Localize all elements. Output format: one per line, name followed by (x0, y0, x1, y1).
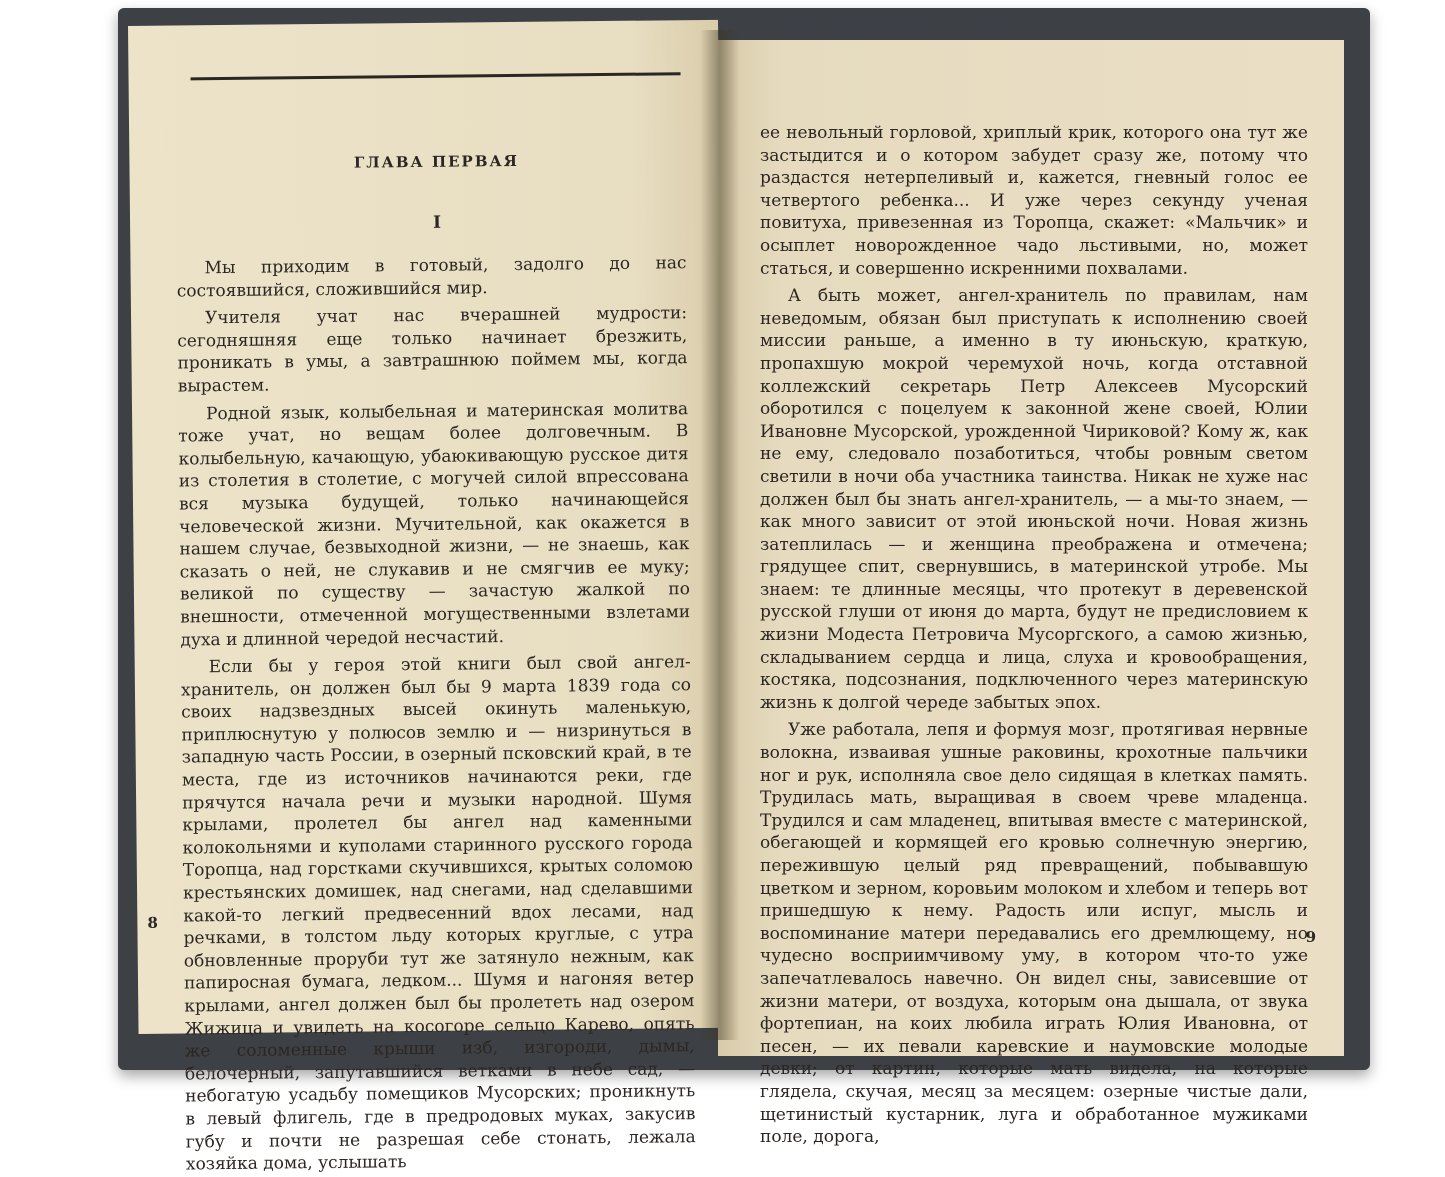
section-number: I (432, 212, 442, 233)
paragraph: ее невольный горловой, хриплый крик, которого она тут же застыдится и о котором забудет сразу же, потому что раздастся нетерпеливый и, кажется, гневный голос ее четвертого ребенка... И уже через секунду ученая повитуха, привезенная из Торопца, скажет: «Мальчик» и осыплет новорожденное чадо льстивыми, но, может статься, и совершенно искренними похвалами. (760, 123, 1308, 279)
page-number-left: 8 (147, 913, 158, 932)
chapter-rule (191, 72, 681, 80)
left-page (128, 20, 729, 1175)
right-page (718, 40, 1344, 1148)
paragraph: Учителя учат нас вчерашней мудрости: сегодняшняя еще только начинает брезжить, проникать в умы, а завтрашнюю поймем мы, когда вырастем. (177, 303, 688, 397)
left-page-text (176, 252, 696, 1176)
paragraph: А быть может, ангел-хранитель по правилам, нам неведомым, обязан был приступать к исполнению своей миссии раньше, а именно в ту июньскую, краткую, пропахшую мокрой черемухой ночь, когда отставной коллежский секретарь Петр Алексеев Мусорский оборотился с поцелуем к законной жене своей, Юлии Ивановне Мусорской, урожденной Чириковой? Кому ж, как не ему, следовало позаботиться, чтобы ровным светом светили в ночи оба участника таинства. Никак не хуже нас должен был бы знать ангел-хранитель, — а мы-то знаем, — как много зависит от этой июньской ночи. Новая жизнь затеплилась — и женщина преображена и отмечена; грядущее спит, свернувшись, в материнской утробе. Мы знаем: те длинные месяцы, что протекут в деревенской русской глуши от июня до марта, будут не предисловием к жизни Модеста Петровича Мусоргского, а самою жизнью, складыванием сердца и лица, слуха и кровообращения, костяка, подсознания, подключенного через материнскую жизнь к долгой череде забытых эпох. (760, 286, 1308, 713)
paragraph: Родной язык, колыбельная и материнская молитва тоже учат, но вещам более долговечным. В колыбельную, качающую, убаюкивающую русское дитя из столетия в столетие, с могучей силой впрессована вся музыка будущей, только начинающейся человеческой жизни. Мучительной, как окажется в нашем случае, безвыходной жизни, — не знаешь, как сказать о ней, не слукавив и не смягчив ее муку; великой по существу — зачастую жалкой по внешности, отмеченной могущественными взлетами духа и длинной чередой несчастий. (178, 398, 691, 650)
book-spine-shadow (700, 30, 740, 1040)
right-page-text (760, 122, 1308, 1149)
paragraph: Мы приходим в готовый, задолго до нас состоявшийся, сложившийся мир. (176, 253, 687, 302)
chapter-title: ГЛАВА ПЕРВАЯ (353, 151, 520, 172)
paragraph: Если бы у героя этой книги был свой ангел-хранитель, он должен был бы 9 марта 1839 года со своих надзвездных высей окинуть маленькую, приплюснутую у полюсов землю и — низринуться в западную часть России, в озерный псковский край, в те места, где из источников начинаются реки, где прячутся начала речи и музыки народной. Шумя крылами, пролетел бы ангел над каменными колокольнями и куполами старинного русского города Торопца, над горстками скучившихся, крытых соломою крестьянских домишек, над снегами, над сделавшими какой-то легкий предвесенний вдох лесами, над речками, в толстом льду которых круглые, с утра обновленные проруби тут же затянуло нежным, как папиросная бумага, ледком... Шумя и нагоняя ветер крылами, ангел должен был бы пролететь над озером Жижица и увидеть на косогоре сельцо Карево, опять же соломенные крыши изб, изгороди, дымы, белочерный, запутавшийся ветками в небе сад, — небогатую усадьбу помещиков Мусорских; проникнуть в левый флигель, где в предродовых муках, закусив губу и почти не разрешая себе стонать, лежала хозяйка дома, услышать (180, 652, 696, 1175)
paragraph: Уже работала, лепя и формуя мозг, протягивая нервные волокна, изваивая ушные раковины, крохотные пальчики ног и рук, исполняла свое дело сидящая в клетках память. Трудилась мать, выращивая в своем чреве младенца. Трудился и сам младенец, впитывая вместе с материнской, обегающей и кормящей его кровью солнечную энергию, пережившую целый ряд превращений, побывавшую цветком и зерном, коровьим молоком и хлебом и теперь вот пришедшую к нему. Радость или испуг, мысль и воспоминание матери передавались его дремлющему, но чудесно восприимчивому уму, в котором что-то уже запечатлевалось навечно. Он видел сны, зависевшие от жизни матери, от воздуха, которым она дышала, от звука фортепиан, на коих любила играть Юлия Ивановна, от песен, — их певали каревские и наумовские молодые девки; от картин, которые мать видела, на которые глядела, скучая, месяц за месяцем: озерные чистые дали, щетинистый кустарник, луга и обработанное мужиками поле, дорога, (760, 720, 1308, 1148)
page-number-right: 9 (1305, 928, 1316, 946)
